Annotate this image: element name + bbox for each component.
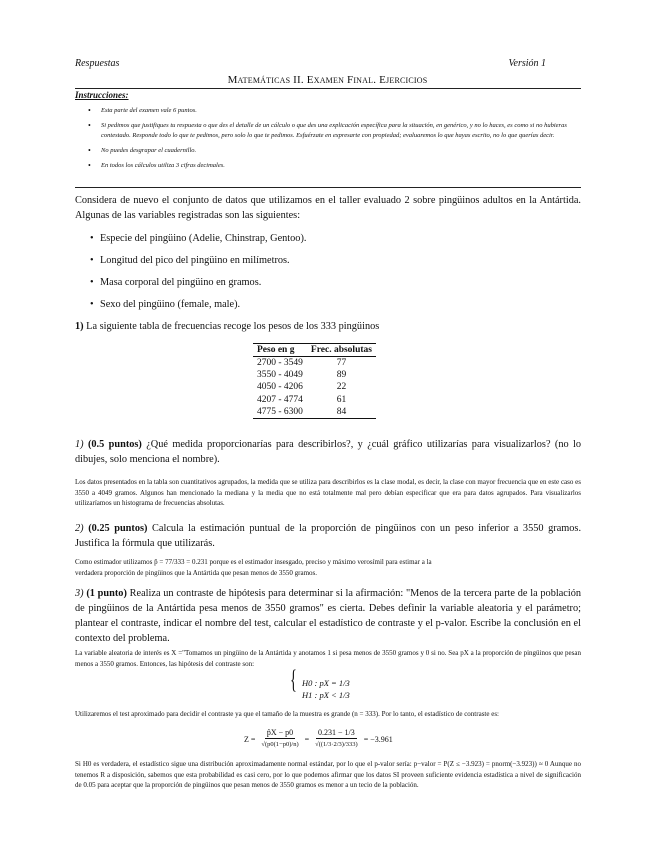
answer-3-conclusion: Si H0 es verdadera, el estadístico sigue una distribución aproximadamente normal estándar, por lo que el p-valor sería: p−valor = P(Z ≤ −3.923) = pnorm(−3.923)) ≈ 0 Aunque no tenemos R a disposición, sabemos que esta probabilidad es casi cero, por lo que podemos afirmar que los datos SI proveen suficiente evidencia estadística a nivel de significación de 0.05 para aceptar que la proporción de pingüinos que pesan menos de 3550 gramos es menor a un tecio de la población. (75, 760, 581, 789)
variable-item: • Masa corporal del pingüino en gramos. (90, 275, 306, 290)
instruction-item: • Esta parte del examen vale 6 puntos. (88, 106, 581, 116)
answer-3-intro: La variable aleatoria de interés es X ="Tomamos un pingüino de la Antártida y anotamos 1 si pesa menos de 3550 gramos y 0 si no. Sea pX a la proporción de pingüinos que pesan menos a 3550 gramos. Entonces, las hipótesis del contraste son: (75, 649, 581, 668)
alternative-hypothesis: H1 : pX < 1/3 (302, 690, 350, 700)
instruction-item: • No puedes desgrapar el cuadernillo. (88, 146, 581, 156)
table-row: 4050 - 4206 22 (257, 382, 347, 393)
header-left: Respuestas (75, 58, 120, 69)
variable-item: • Especie del pingüino (Adelie, Chinstrap, Gentoo). (90, 231, 306, 246)
subquestion-1: 1) (0.5 puntos) ¿Qué medida proporcionarías para describirlos?, y ¿cuál gráfico utilizarías para visualizarlos? (no lo dibujes, solo menciona el nombre). (75, 439, 582, 465)
instruction-item: • Si pedimos que justifiques tu respuesta o que des el detalle de un cálculo o que des una explicación específica para la situación, en genérico, y no lo haces, es como si no hubieras contestado. Responde todo lo que te pedimos, pero solo lo que te pedimos. Esfuérzate en expresarte con propiedad; evaluaremos lo que hayas escrito, no lo que querías decir. (88, 121, 581, 141)
intro-paragraph: Considera de nuevo el conjunto de datos que utilizamos en el taller evaluado 2 sobre pingüinos adultos en la Antártida. Algunas de las variables registradas son las siguientes: (75, 195, 581, 221)
table-row: 3550 - 4049 89 (257, 370, 347, 381)
question-number: 1) (75, 321, 84, 332)
instruction-item: • En todos los cálculos utiliza 3 cifras decimales. (88, 161, 581, 171)
variable-item: • Sexo del pingüino (female, male). (90, 297, 306, 312)
instructions-heading: Instrucciones: (75, 90, 129, 100)
header-rule (75, 88, 581, 89)
formula-fraction: $\frac{0.231 - 1/3}{√((1/3\cdot 2/3)/333)}$ (315, 728, 358, 748)
table-row: 2700 - 3549 77 (257, 358, 347, 368)
instructions-rule (75, 187, 581, 188)
answer-1: Los datos presentados en la tabla son cuantitativos agrupados, la medida que se utiliza para describirlos es la clase modal, es decir, la clase con mayor frecuencia que en este caso es 3550 a 4049 gramos. Algunos han mencionado la mediana y la media que no está totalmente mal pero debían especificar que era para datos agrupados. Para visualizarlos utilizaríamos un histograma de frecuencias absolutas. (75, 478, 581, 507)
null-hypothesis: H0 : pX = 1/3 (302, 678, 350, 688)
variable-item: • Longitud del pico del pingüino en milímetros. (90, 253, 306, 268)
question-1 (75, 319, 581, 334)
answer-3-test: Utilizaremos el test aproximado para decidir el contraste ya que el tamaño de la muestra es grande (n = 333). Por lo tanto, el estadístico de contraste es: (75, 710, 499, 718)
instructions-list (88, 106, 581, 176)
table-header: Peso en g (253, 344, 307, 357)
header-version: Versión 1 (508, 58, 546, 69)
page-title: Matemáticas II. Examen Final. Ejercicios (227, 74, 428, 86)
answer-2: Como estimador utilizamos p̂ = 77/333 = 0.231 porque es el estimador insesgado, preciso y máximo verosímil para estimar a la verdadera proporción de pingüinos que la Antártida que pesan menos de 3550 gramos. (75, 558, 432, 577)
table-row: 4207 - 4774 61 (257, 394, 347, 405)
frequency-table (253, 343, 376, 419)
subquestion-3: 3) (1 punto) Realiza un contraste de hipótesis para determinar si la afirmación: "Menos de la tercera parte de la población de pingüinos de la Antártida pesa menos de 3550 gramos" es cierta. Debes definir la variable aleatoria y el parámetro; plantear el contraste, indicar el nombre del test, calcular el estadístico de contraste y el p-valor. Escribe la conclusión en el contexto del problema. (75, 588, 581, 644)
test-statistic-formula: Z = $\frac{p̂X - p0}{√(p0(1-p0)/n)}$ = $\frac{0.231 - 1/3}{√((1/3\cdot 2/3)/333)}$ = −3.961 (244, 728, 393, 748)
formula-fraction: $\frac{p̂X - p0}{√(p0(1-p0)/n)}$ (261, 728, 299, 748)
question-text: La siguiente tabla de frecuencias recoge los pesos de los 333 pingüinos (86, 321, 380, 332)
table-header: Frec. absolutas (307, 344, 376, 357)
subquestion-2: 2) (0.25 puntos) Calcula la estimación puntual de la proporción de pingüinos con un peso inferior a 3550 gramos. Justifica la fórmula que utilizarás. (75, 523, 582, 549)
table-row: 4775 - 6300 84 (253, 406, 376, 419)
variables-list (90, 231, 306, 319)
brace-symbol: { (290, 665, 297, 694)
